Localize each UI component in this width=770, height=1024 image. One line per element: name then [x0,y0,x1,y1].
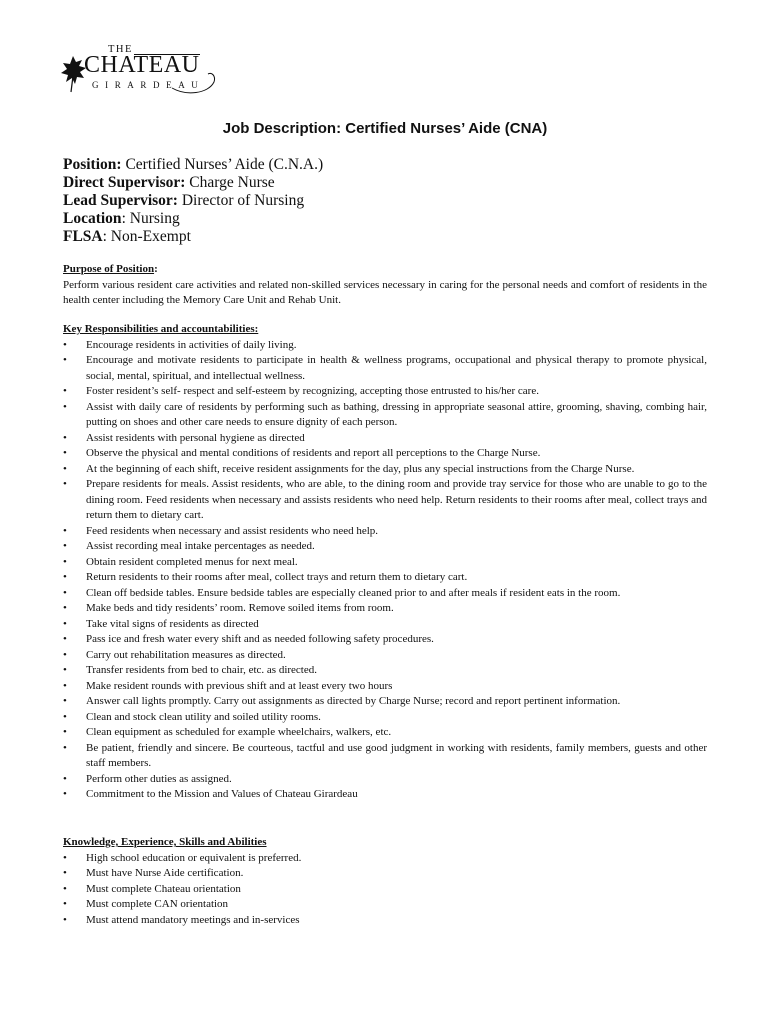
field-lead-supervisor [63,192,323,210]
knowledge-section [63,835,707,928]
field-value: Director of Nursing [177,192,305,209]
field-value: : Nursing [121,210,180,227]
bullet-item: • Clean equipment as scheduled for example wheelchairs, walkers, etc. [63,725,707,741]
bullet-item: • Assist residents with personal hygiene as directed [63,431,707,447]
responsibilities-list [63,338,707,803]
bullet-item: • High school education or equivalent is preferred. [63,851,707,867]
bullet-item: • Assist recording meal intake percentages as needed. [63,539,707,555]
field-value: Certified Nurses’ Aide (C.N.A.) [121,156,324,173]
purpose-text: Perform various resident care activities and related non-skilled services necessary in caring for the personal needs and comfort of residents in the health center including the Memory Care Unit and Rehab Unit. [63,278,707,306]
purpose-heading-line [63,262,707,278]
bullet-item: • Commitment to the Mission and Values of Chateau Girardeau [63,787,707,803]
chateau-girardeau-logo [58,44,218,100]
field-value: : Non-Exempt [102,228,191,245]
bullet-item: • Clean and stock clean utility and soiled utility rooms. [63,710,707,726]
bullet-item: • Make resident rounds with previous shift and at least every two hours [63,679,707,695]
responsibilities-heading: Key Responsibilities and accountabilities: [63,323,259,335]
bullet-item: • At the beginning of each shift, receive resident assignments for the day, plus any special instructions from the Charge Nurse. [63,462,707,478]
logo-chateau-text: CHATEAU [84,52,200,78]
knowledge-list [63,851,707,929]
field-position [63,156,323,174]
field-direct-supervisor [63,174,323,192]
bullet-item: • Return residents to their rooms after meal, collect trays and return them to dietary cart. [63,570,707,586]
bullet-item: • Be patient, friendly and sincere. Be courteous, tactful and use good judgment in working with residents, family members, guests and other staff members. [63,741,707,772]
bullet-item: • Observe the physical and mental conditions of residents and report all perceptions to the Charge Nurse. [63,446,707,462]
document-title: Job Description: Certified Nurses’ Aide (CNA) [222,120,548,137]
logo-girardeau-text: GIRARDEAU [92,80,205,90]
bullet-item: • Encourage and motivate residents to participate in health & wellness programs, occupational and physical therapy to promote physical, social, mental, spiritual, and intellectual wellness. [63,353,707,384]
field-label: Lead Supervisor: [63,192,178,209]
bullet-item: • Encourage residents in activities of daily living. [63,338,707,354]
field-label: Position: [63,156,122,173]
bullet-item: • Transfer residents from bed to chair, etc. as directed. [63,663,707,679]
purpose-heading: Purpose of Position [63,263,155,275]
field-label: Location [63,210,122,227]
purpose-section [63,262,707,309]
responsibilities-section [63,322,707,803]
bullet-item: • Feed residents when necessary and assist residents who need help. [63,524,707,540]
bullet-item: • Take vital signs of residents as directed [63,617,707,633]
knowledge-heading: Knowledge, Experience, Skills and Abilities [63,836,267,848]
bullet-item: • Clean off bedside tables. Ensure bedside tables are especially cleaned prior to and after meals if resident eats in the room. [63,586,707,602]
bullet-item: • Make beds and tidy residents’ room. Remove soiled items from room. [63,601,707,617]
field-label: FLSA [63,228,103,245]
bullet-item: • Assist with daily care of residents by performing such as bathing, dressing in appropriate seasonal attire, grooming, shaving, combing hair, putting on shoes and other care needs to ensure dignity of each person. [63,400,707,431]
logo-the-text: THE [108,44,133,55]
bullet-item: • Must have Nurse Aide certification. [63,866,707,882]
position-fields [63,156,323,246]
field-label: Direct Supervisor: [63,174,186,191]
field-flsa [63,228,323,246]
bullet-item: • Answer call lights promptly. Carry out assignments as directed by Charge Nurse; record and report pertinent information. [63,694,707,710]
bullet-item: • Prepare residents for meals. Assist residents, who are able, to the dining room and provide tray service for those who are unable to go to the dining room. Feed residents when necessary and assists residents who need help. Return residents to their rooms after meal, collect trays and return them to dietary cart. [63,477,707,524]
swirl-ornament [168,70,218,96]
field-location [63,210,323,228]
bullet-item: • Must attend mandatory meetings and in-services [63,913,707,929]
bullet-item: • Must complete Chateau orientation [63,882,707,898]
bullet-item: • Must complete CAN orientation [63,897,707,913]
purpose-colon: : [154,263,158,275]
bullet-item: • Foster resident’s self- respect and self-esteem by recognizing, accepting those entrusted to his/her care. [63,384,707,400]
bullet-item: • Pass ice and fresh water every shift and as needed following safety procedures. [63,632,707,648]
field-value: Charge Nurse [185,174,275,191]
bullet-item: • Perform other duties as assigned. [63,772,707,788]
bullet-item: • Carry out rehabilitation measures as directed. [63,648,707,664]
bullet-item: • Obtain resident completed menus for next meal. [63,555,707,571]
